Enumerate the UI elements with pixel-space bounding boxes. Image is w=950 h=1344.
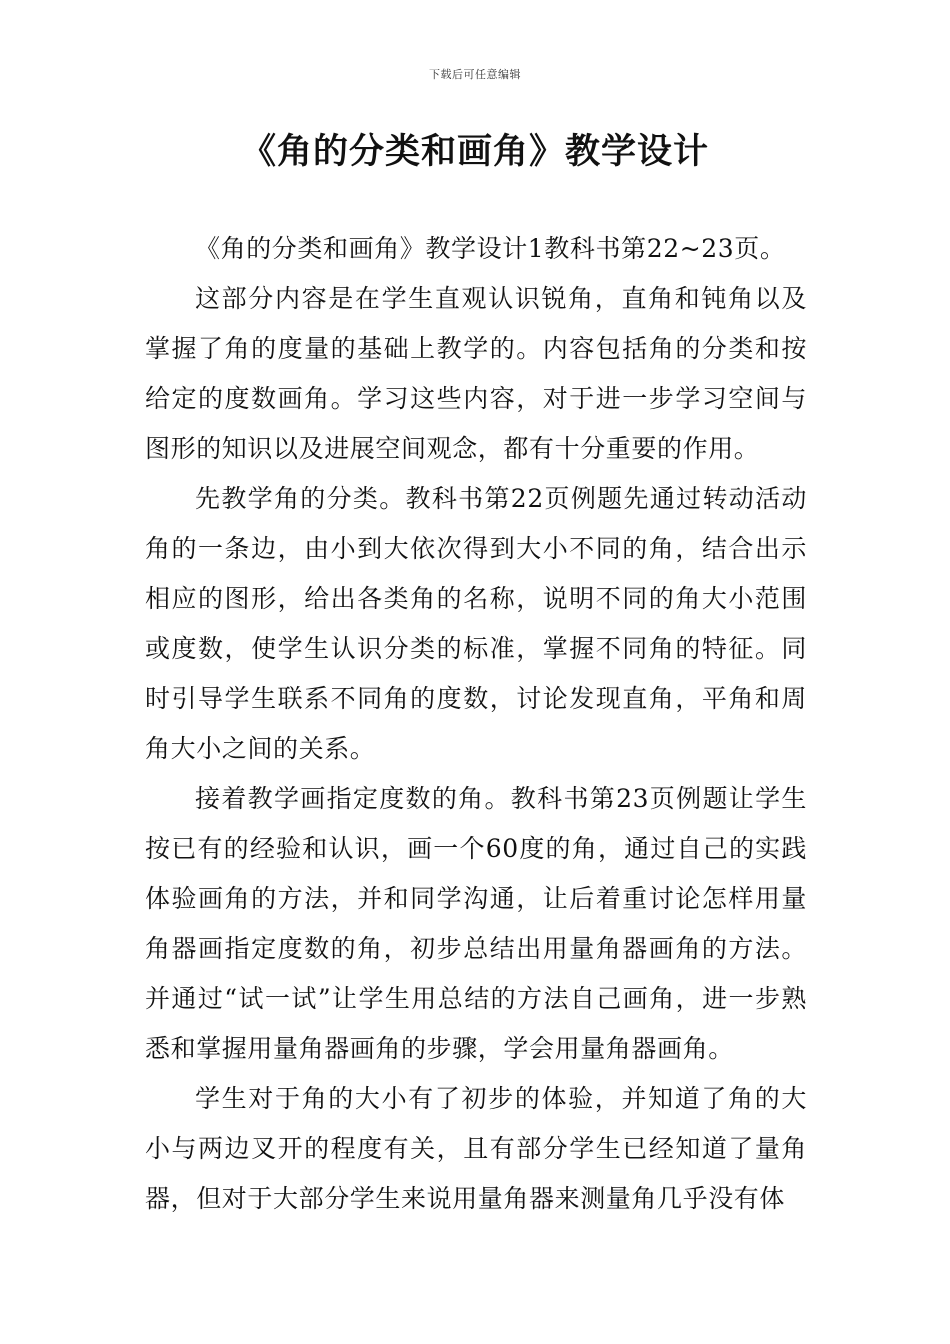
- document-body: [145, 224, 807, 1224]
- header-note: 下载后可任意编辑: [429, 68, 521, 81]
- paragraph-angle-classification: 先教学角的分类。教科书第22页例题先通过转动活动角的一条边，由小到大依次得到大小不同的角，结合出示相应的图形，给出各类角的名称，说明不同的角大小范围或度数，使学生认识分类的标准，掌握不同角的特征。同时引导学生联系不同角的度数，讨论发现直角，平角和周角大小之间的关系。: [145, 484, 807, 763]
- paragraph-intro: 《角的分类和画角》教学设计1教科书第22~23页。: [195, 234, 786, 263]
- paragraph-drawing-angles: 接着教学画指定度数的角。教科书第23页例题让学生按已有的经验和认识，画一个60度的角，通过自己的实践体验画角的方法，并和同学沟通，让后着重讨论怎样用量角器画指定度数的角，初步总结出用量角器画角的方法。并通过“试一试”让学生用总结的方法自己画角，进一步熟悉和掌握用量角器画角的步骤，学会用量角器画角。: [145, 784, 807, 1063]
- document-title: 《角的分类和画角》教学设计: [240, 132, 709, 172]
- paragraph-content-overview: 这部分内容是在学生直观认识锐角，直角和钝角以及掌握了角的度量的基础上教学的。内容包括角的分类和按给定的度数画角。学习这些内容，对于进一步学习空间与图形的知识以及进展空间观念，都有十分重要的作用。: [145, 284, 807, 463]
- paragraph-student-analysis: 学生对于角的大小有了初步的体验，并知道了角的大小与两边叉开的程度有关，且有部分学生已经知道了量角器，但对于大部分学生来说用量角器来测量角几乎没有体: [145, 1084, 807, 1213]
